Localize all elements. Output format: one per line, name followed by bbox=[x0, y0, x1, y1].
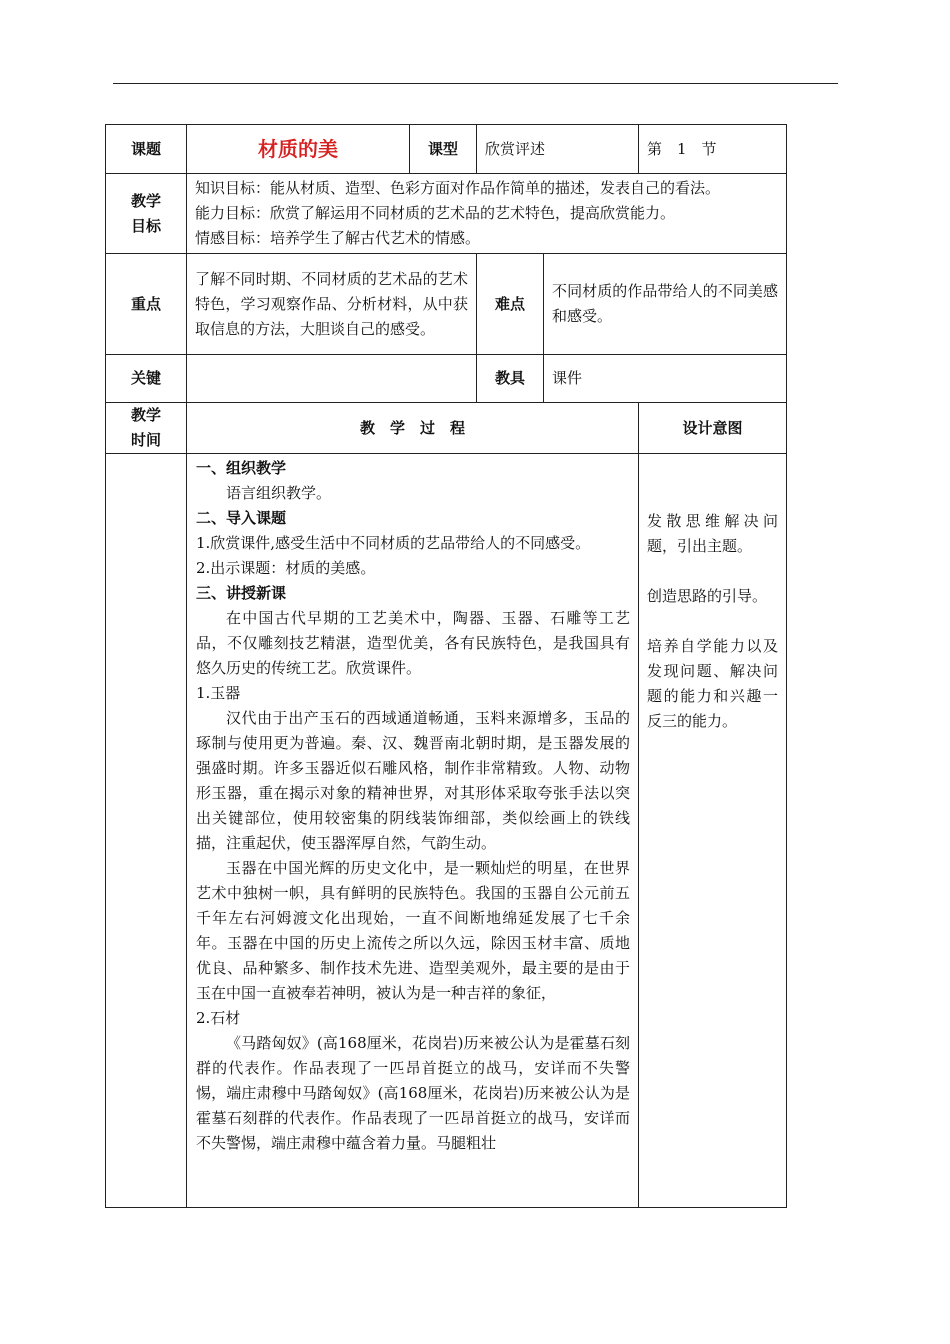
focus-content bbox=[187, 254, 477, 355]
intent-heading: 设计意图 bbox=[639, 403, 787, 454]
row-goals bbox=[106, 174, 787, 254]
row-process-body bbox=[106, 454, 787, 1208]
section-intro-title: 二、导入课题 bbox=[196, 509, 287, 527]
type-label: 课型 bbox=[410, 125, 477, 174]
difficulty-text: 不同材质的作品带给人的不同美感和感受。 bbox=[552, 282, 779, 325]
tools-label: 教具 bbox=[477, 355, 544, 403]
goals-content bbox=[187, 174, 787, 254]
section-intro-item1: 1.欣赏课件,感受生活中不同材质的艺品带给人的不同感受。 bbox=[196, 534, 591, 552]
section-organize-title: 一、组织教学 bbox=[196, 459, 287, 477]
time-label bbox=[106, 403, 187, 454]
intent-2: 创造思路的引导。 bbox=[647, 587, 768, 605]
topic-label: 课题 bbox=[106, 125, 187, 174]
jade-title: 1.玉器 bbox=[196, 684, 241, 702]
tools-value: 课件 bbox=[544, 355, 787, 403]
process-heading-text: 教 学 过 程 bbox=[360, 418, 466, 437]
focus-text: 了解不同时期、不同材质的艺术品的艺术特色，学习观察作品、分析材料，从中获取信息的方法，大胆谈自己的感受。 bbox=[195, 269, 468, 338]
header-rule bbox=[113, 83, 838, 84]
jade-paragraph-2: 玉器在中国光辉的历史文化中，是一颗灿烂的明星，在世界艺术中独树一帜，具有鲜明的民族特色。我国的玉器自公元前五千年左右河姆渡文化出现始，一直不间断地绵延发展了七千余年。玉器在中国的历史上流传之所以久远，除因玉材丰富、质地优良、品种繁多、制作技术先进、造型美观外，最主要的是由于玉在中国一直被奉若神明，被认为是一种吉祥的象征， bbox=[196, 859, 631, 1002]
time-cell bbox=[106, 454, 187, 1208]
process-content bbox=[187, 454, 639, 1208]
key-label: 关键 bbox=[106, 355, 187, 403]
jade-paragraph-1: 汉代由于出产玉石的西域通道畅通，玉料来源增多，玉品的琢制与使用更为普遍。秦、汉、魏晋南北朝时期，是玉器发展的强盛时期。许多玉器近似石雕风格，制作非常精致。人物、动物形玉器，重在揭示对象的精神世界，对其形体采取夸张手法以突出关键部位，使用较密集的阴线装饰细部，类似绘画上的铁线描，注重起伏，使玉器浑厚自然，气韵生动。 bbox=[196, 709, 631, 852]
time-label-line2: 时间 bbox=[130, 431, 161, 449]
section-intro-item2: 2.出示课题：材质的美感。 bbox=[196, 559, 376, 577]
row-topic bbox=[106, 125, 787, 174]
lesson-plan-table bbox=[105, 124, 787, 1208]
stone-title: 2.石材 bbox=[196, 1009, 241, 1027]
goal-ability: 能力目标：欣赏了解运用不同材质的艺术品的艺术特色，提高欣赏能力。 bbox=[195, 204, 676, 222]
type-value: 欣赏评述 bbox=[477, 125, 639, 174]
lesson-number: 第 1 节 bbox=[639, 125, 787, 174]
goals-label bbox=[106, 174, 187, 254]
intent-3: 培养自学能力以及发现问题、解决问题的能力和兴趣一反三的能力。 bbox=[647, 637, 779, 730]
focus-label: 重点 bbox=[106, 254, 187, 355]
key-value bbox=[187, 355, 477, 403]
stone-paragraph-1: 《马踏匈奴》(高168厘米，花岗岩)历来被公认为是霍墓石刻群的代表作。作品表现了一匹昂首挺立的战马，安详而不失警惕，端庄肃穆中马踏匈奴》(高168厘米，花岗岩)历来被公认为是霍墓石刻群的代表作。作品表现了一匹昂首挺立的战马，安详而不失警惕，端庄肃穆中蕴含着力量。马腿粗壮 bbox=[196, 1034, 631, 1152]
intent-1: 发散思维解决问题，引出主题。 bbox=[647, 512, 779, 555]
row-key bbox=[106, 355, 787, 403]
difficulty-label: 难点 bbox=[477, 254, 544, 355]
time-label-line1: 教学 bbox=[130, 406, 161, 424]
topic-title: 材质的美 bbox=[187, 125, 410, 174]
goal-knowledge: 知识目标：能从材质、造型、色彩方面对作品作简单的描述，发表自己的看法。 bbox=[195, 179, 721, 197]
goals-label-line1: 教学 bbox=[130, 191, 161, 210]
goals-label-line2: 目标 bbox=[130, 216, 161, 235]
goal-emotion: 情感目标：培养学生了解古代艺术的情感。 bbox=[195, 229, 481, 247]
difficulty-content bbox=[544, 254, 787, 355]
process-heading bbox=[187, 403, 639, 454]
section-new-lesson-text: 在中国古代早期的工艺美术中，陶器、玉器、石雕等工艺品，不仅雕刻技艺精湛，造型优美，各有民族特色，是我国具有悠久历史的传统工艺。欣赏课件。 bbox=[196, 609, 631, 677]
section-organize-text: 语言组织教学。 bbox=[226, 484, 332, 502]
row-process-header bbox=[106, 403, 787, 454]
row-focus bbox=[106, 254, 787, 355]
section-new-lesson-title: 三、讲授新课 bbox=[196, 584, 287, 602]
intent-content bbox=[639, 454, 787, 1208]
